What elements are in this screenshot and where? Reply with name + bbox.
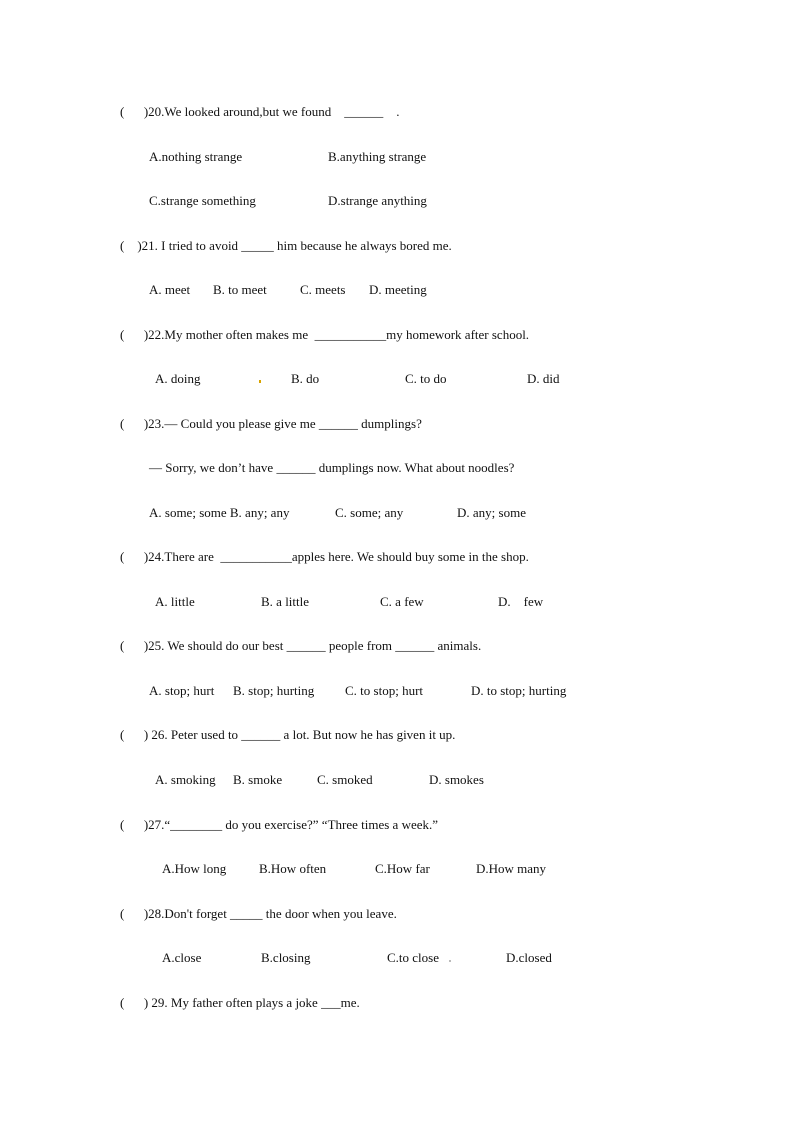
question-25-option-b: B. stop; hurting xyxy=(233,683,315,698)
question-20-option-b: B.anything strange xyxy=(328,149,427,164)
question-27-option-b: B.How often xyxy=(259,861,327,876)
question-28-option-a: A.close xyxy=(162,950,202,965)
question-29-stem: ( ) 29. My father often plays a joke ___me. xyxy=(120,995,360,1010)
question-22-option-c: C. to do xyxy=(405,371,447,386)
question-23-option-ab: A. some; some B. any; any xyxy=(149,505,290,520)
question-23-substem: — Sorry, we don’t have ______ dumplings now. What about noodles? xyxy=(149,460,515,475)
question-23-option-c: C. some; any xyxy=(335,505,404,520)
question-23-option-d: D. any; some xyxy=(457,505,526,520)
question-21-option-b: B. to meet xyxy=(213,282,267,297)
question-28-stem: ( )28.Don't forget _____ the door when you leave. xyxy=(120,906,397,921)
question-25-option-a: A. stop; hurt xyxy=(149,683,215,698)
question-20-stem: ( )20.We looked around,but we found ______ . xyxy=(120,104,400,119)
question-23-stem: ( )23.— Could you please give me ______ dumplings? xyxy=(120,416,422,431)
question-27-option-d: D.How many xyxy=(476,861,547,876)
question-28-option-d: D.closed xyxy=(506,950,552,965)
question-22-option-d: D. did xyxy=(527,371,560,386)
question-21-option-c: C. meets xyxy=(300,282,346,297)
question-26-stem: ( ) 26. Peter used to ______ a lot. But now he has given it up. xyxy=(120,727,456,742)
question-28-option-c: C.to close xyxy=(387,950,439,965)
question-26-option-a: A. smoking xyxy=(155,772,216,787)
question-22-option-a: A. doing xyxy=(155,371,201,386)
question-21-option-d: D. meeting xyxy=(369,282,427,297)
question-20-option-c: C.strange something xyxy=(149,193,256,208)
question-20-option-d: D.strange anything xyxy=(328,193,427,208)
question-25-option-d: D. to stop; hurting xyxy=(471,683,567,698)
question-27-option-c: C.How far xyxy=(375,861,430,876)
question-24-option-d: D. few xyxy=(498,594,544,609)
question-22-option-b: B. do xyxy=(291,371,320,386)
question-21-stem: ( )21. I tried to avoid _____ him because he always bored me. xyxy=(120,238,452,253)
question-26-option-c: C. smoked xyxy=(317,772,373,787)
question-27-option-a: A.How long xyxy=(162,861,227,876)
stray-mark xyxy=(449,960,451,962)
question-24-option-b: B. a little xyxy=(261,594,310,609)
question-24-stem: ( )24.There are ___________apples here. We should buy some in the shop. xyxy=(120,549,529,564)
question-25-stem: ( )25. We should do our best ______ people from ______ animals. xyxy=(120,638,482,653)
question-26-option-b: B. smoke xyxy=(233,772,283,787)
question-20-option-a: A.nothing strange xyxy=(149,149,243,164)
question-24-option-c: C. a few xyxy=(380,594,424,609)
question-28-option-b: B.closing xyxy=(261,950,311,965)
question-21-option-a: A. meet xyxy=(149,282,191,297)
question-24-option-a: A. little xyxy=(155,594,195,609)
question-26-option-d: D. smokes xyxy=(429,772,484,787)
stray-mark xyxy=(259,380,261,383)
question-22-stem: ( )22.My mother often makes me ___________my homework after school. xyxy=(120,327,530,342)
question-27-stem: ( )27.“________ do you exercise?” “Three times a week.” xyxy=(120,817,439,832)
question-25-option-c: C. to stop; hurt xyxy=(345,683,424,698)
